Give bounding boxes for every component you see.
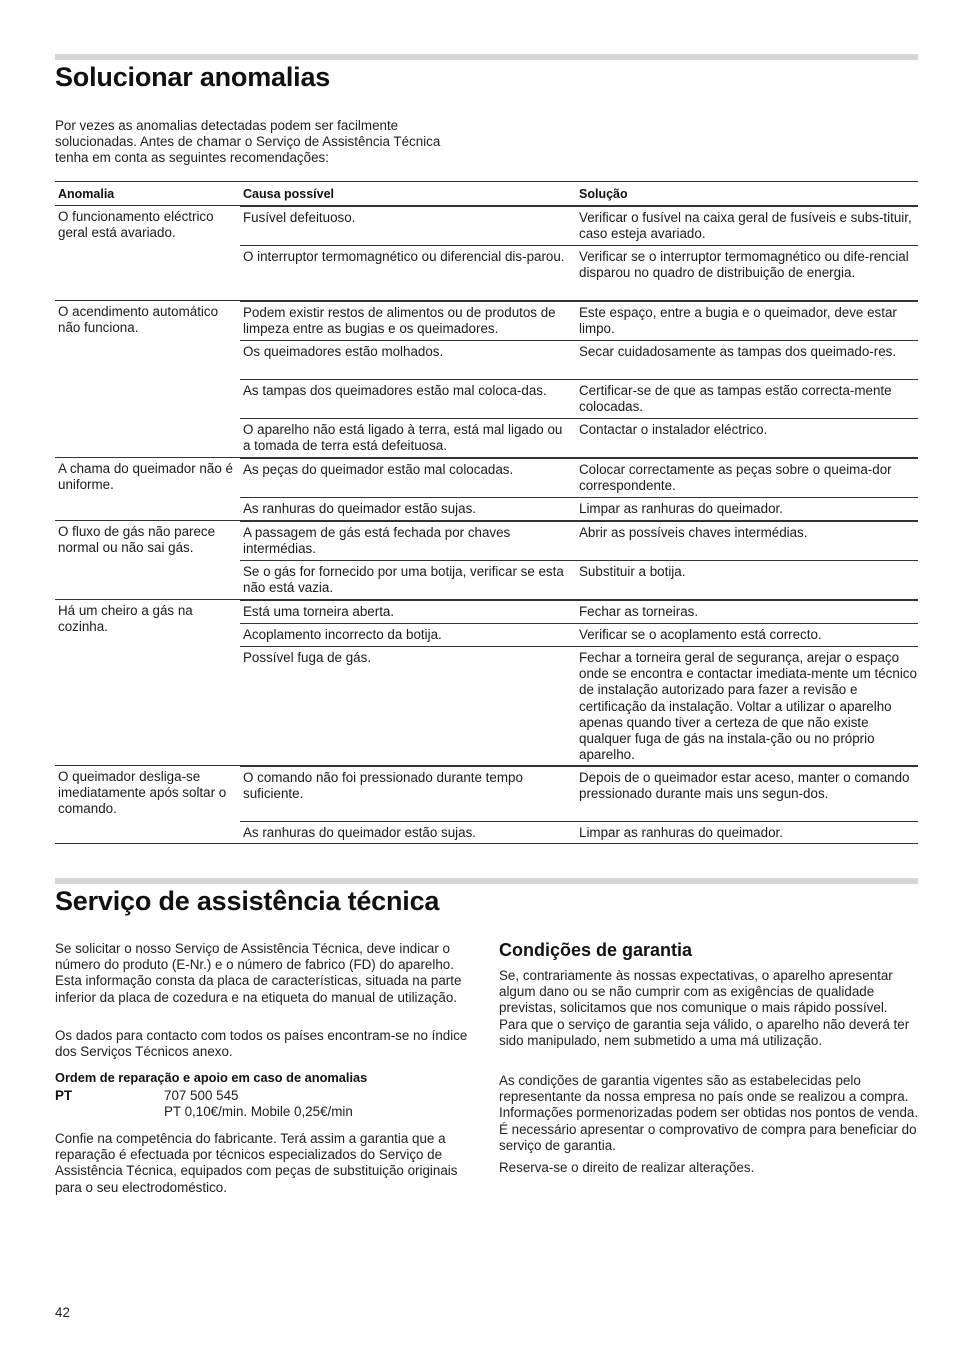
table-row [240,206,918,245]
cause-cell: Acoplamento incorrecto da botija. [243,627,442,642]
section-title-service: Serviço de assistência técnica [55,886,440,916]
cause-cell: Se o gás for fornecido por uma botija, verificar se esta não está vazia. [243,564,564,596]
solution-cell: Depois de o queimador estar aceso, manter o comando pressionado durante mais uns segun-dos. [579,770,910,802]
troubleshooting-table [55,181,918,844]
cause-cell: O interruptor termomagnético ou diferencial dis-parou. [243,249,565,264]
solution-cell: Substituir a botija. [579,564,686,579]
table-group [55,600,918,766]
header-cause: Causa possível [243,187,335,201]
section-title-troubleshooting: Solucionar anomalias [55,62,331,92]
cause-cell: A passagem de gás está fechada por chaves intermédias. [243,525,511,557]
solution-cell: Este espaço, entre a bugia e o queimador, deve estar limpo. [579,305,897,337]
repair-order-heading: Ordem de reparação e apoio em caso de anomalias [55,1070,368,1085]
cause-cell: O aparelho não está ligado à terra, está mal ligado ou a tomada de terra está defeituosa. [243,422,563,454]
anomaly-cell: A chama do queimador não é uniforme. [58,461,233,493]
cause-cell: As tampas dos queimadores estão mal coloca-das. [243,383,547,398]
table-header [55,181,918,206]
service-paragraph-1: Se solicitar o nosso Serviço de Assistência Técnica, deve indicar o número do produto (E-Nr.) e o número de fabrico (FD) do aparelho. Esta informação consta da placa de características, situada na parte inferior da placa de cozedura e na etiqueta do manual de utilização. [55,941,462,1005]
table-row [240,560,918,599]
country-code: PT [55,1088,73,1103]
cause-cell: As ranhuras do queimador estão sujas. [243,825,476,840]
table-row [240,379,918,418]
section-divider-service [55,878,918,884]
cause-cell: Possível fuga de gás. [243,650,372,665]
solution-cell: Fechar a torneira geral de segurança, arejar o espaço onde se encontra e contactar imediata-mente um técnico de instalação autorizado para fazer a revisão e certificação da instalação. Voltar a utilizar o aparelho apenas quando tiver a certeza de que não existe qualquer fuga de gás na instala-ção ou no próprio aparelho. [579,650,917,763]
service-paragraph-3: Confie na competência do fabricante. Terá assim a garantia que a reparação é efectuada por técnicos especializados do Serviço de Assistência Técnica, equipados com peças de substituição originais para o seu electrodoméstico. [55,1131,458,1195]
warranty-paragraph-1: Se, contrariamente às nossas expectativas, o aparelho apresentar algum dano ou se não cumprir com as exigências de qualidade previstas, solicitamos que nos comunique o mais rápido possível. Para que o serviço de garantia seja válido, o aparelho não deverá ter sido manipulado, nem submetido a uma má utilização. [499,968,910,1048]
table-row [240,821,918,843]
table-row [240,301,918,340]
solution-cell: Verificar o fusível na caixa geral de fusíveis e subs-tituir, caso esteja avariado. [579,210,912,242]
table-group [55,458,918,521]
cause-cell: O comando não foi pressionado durante tempo suficiente. [243,770,523,802]
solution-cell: Limpar as ranhuras do queimador. [579,501,783,516]
anomaly-cell: O funcionamento eléctrico geral está avariado. [58,209,214,241]
solution-cell: Limpar as ranhuras do queimador. [579,825,783,840]
solution-cell: Abrir as possíveis chaves intermédias. [579,525,808,540]
cause-cell: Os queimadores estão molhados. [243,344,444,359]
warranty-paragraph-3: Reserva-se o direito de realizar alterações. [499,1160,755,1175]
service-phone: 707 500 545 [164,1088,239,1103]
troubleshooting-intro: Por vezes as anomalias detectadas podem ser facilmente solucionadas. Antes de chamar o Serviço de Assistência Técnica tenha em conta as seguintes recomendações: [55,118,441,166]
table-group [55,301,918,458]
anomaly-cell: O acendimento automático não funciona. [58,304,219,336]
table-row [240,340,918,379]
table-row [240,521,918,560]
warranty-title: Condições de garantia [499,940,693,960]
solution-cell: Certificar-se de que as tampas estão correcta-mente colocadas. [579,383,892,415]
solution-cell: Colocar correctamente as peças sobre o queima-dor correspondente. [579,462,892,494]
solution-cell: Verificar se o acoplamento está correcto. [579,627,822,642]
warranty-paragraph-2: As condições de garantia vigentes são as estabelecidas pelo representante da nossa empresa no país onde se realizou a compra. Informações pormenorizadas podem ser obtidas nos pontos de venda. É necessário apresentar o comprovativo de compra para beneficiar do serviço de garantia. [499,1073,919,1153]
table-group [55,206,918,301]
cause-cell: As ranhuras do queimador estão sujas. [243,501,476,516]
service-rates: PT 0,10€/min. Mobile 0,25€/min [164,1104,353,1119]
table-group [55,766,918,844]
anomaly-cell: O queimador desliga-se imediatamente após soltar o comando. [58,769,227,817]
cause-cell: Fusível defeituoso. [243,210,356,225]
table-row [240,600,918,623]
table-group [55,521,918,600]
table-row [240,623,918,646]
page-number: 42 [55,1305,70,1320]
header-anomaly: Anomalia [58,187,115,201]
table-row [240,497,918,520]
cause-cell: Está uma torneira aberta. [243,604,395,619]
cause-cell: Podem existir restos de alimentos ou de produtos de limpeza entre as bugias e os queimadores. [243,305,556,337]
solution-cell: Secar cuidadosamente as tampas dos queimado-res. [579,344,897,359]
anomaly-cell: O fluxo de gás não parece normal ou não sai gás. [58,524,216,556]
cause-cell: As peças do queimador estão mal colocadas. [243,462,514,477]
table-row [240,245,918,300]
anomaly-cell: Há um cheiro a gás na cozinha. [58,603,193,635]
service-paragraph-2: Os dados para contacto com todos os países encontram-se no índice dos Serviços Técnicos anexo. [55,1028,468,1060]
solution-cell: Verificar se o interruptor termomagnético ou dife-rencial disparou no quadro de distribuição de energia. [579,249,909,281]
section-divider-top [55,54,918,60]
table-row [240,418,918,457]
table-row [240,766,918,821]
table-row [240,646,918,765]
solution-cell: Contactar o instalador eléctrico. [579,422,768,437]
header-solution: Solução [579,187,628,201]
table-row [240,458,918,497]
solution-cell: Fechar as torneiras. [579,604,699,619]
